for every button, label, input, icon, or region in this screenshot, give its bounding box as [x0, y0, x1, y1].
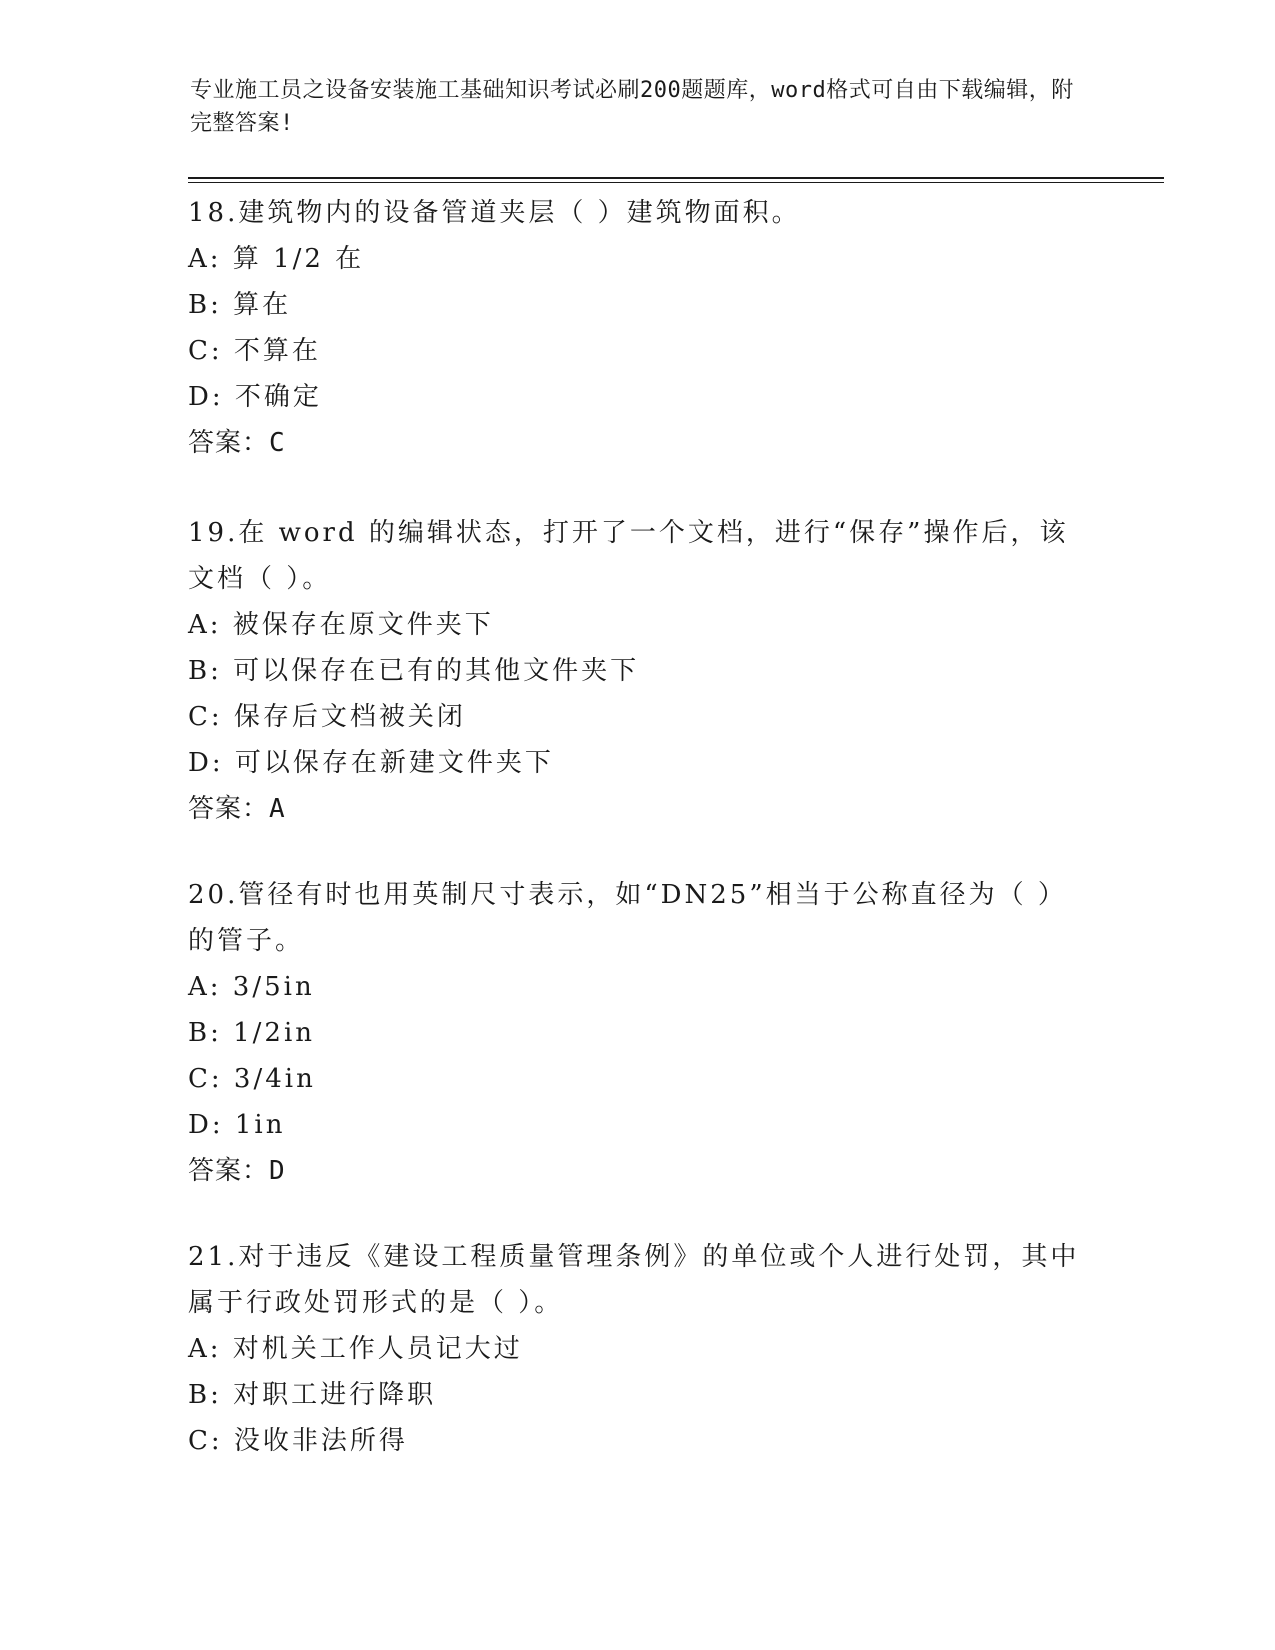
question-stem: 18.建筑物内的设备管道夹层（ ）建筑物面积。: [188, 198, 801, 228]
document-header-title: 专业施工员之设备安装施工基础知识考试必刷200题题库，word格式可自由下载编辑，附完整答案!: [190, 78, 1074, 136]
option-c: C: 没收非法所得: [188, 1426, 408, 1456]
question-20: [188, 872, 1088, 1194]
answer-line: 答案：A: [188, 794, 286, 824]
option-a: A: 3/5in: [188, 972, 315, 1002]
answer-line: 答案：D: [188, 1156, 286, 1186]
question-stem: 19.在 word 的编辑状态，打开了一个文档，进行“保存”操作后，该文档（ ）。: [188, 518, 1069, 594]
option-d: D: 可以保存在新建文件夹下: [188, 748, 554, 778]
header-divider-thick: [188, 177, 1164, 179]
option-a: A: 对机关工作人员记大过: [188, 1334, 523, 1364]
option-b: B: 可以保存在已有的其他文件夹下: [188, 656, 640, 686]
option-a: A: 被保存在原文件夹下: [188, 610, 494, 640]
question-stem: 20.管径有时也用英制尺寸表示，如“DN25”相当于公称直径为（ ）的管子。: [188, 880, 1067, 956]
question-stem: 21.对于违反《建设工程质量管理条例》的单位或个人进行处罚，其中属于行政处罚形式的是（ ）。: [188, 1242, 1080, 1318]
option-b: B: 1/2in: [188, 1018, 316, 1048]
question-18: [188, 190, 1088, 466]
option-b: B: 算在: [188, 290, 292, 320]
header-divider-thin: [188, 182, 1164, 183]
answer-line: 答案：C: [188, 428, 286, 458]
option-d: D: 不确定: [188, 382, 322, 412]
option-c: C: 不算在: [188, 336, 321, 366]
option-d: D: 1in: [188, 1110, 286, 1140]
option-c: C: 3/4in: [188, 1064, 316, 1094]
option-c: C: 保存后文档被关闭: [188, 702, 466, 732]
question-19: [188, 510, 1088, 832]
question-21: [188, 1234, 1088, 1464]
option-b: B: 对职工进行降职: [188, 1380, 437, 1410]
option-a: A: 算 1/2 在: [188, 244, 365, 274]
